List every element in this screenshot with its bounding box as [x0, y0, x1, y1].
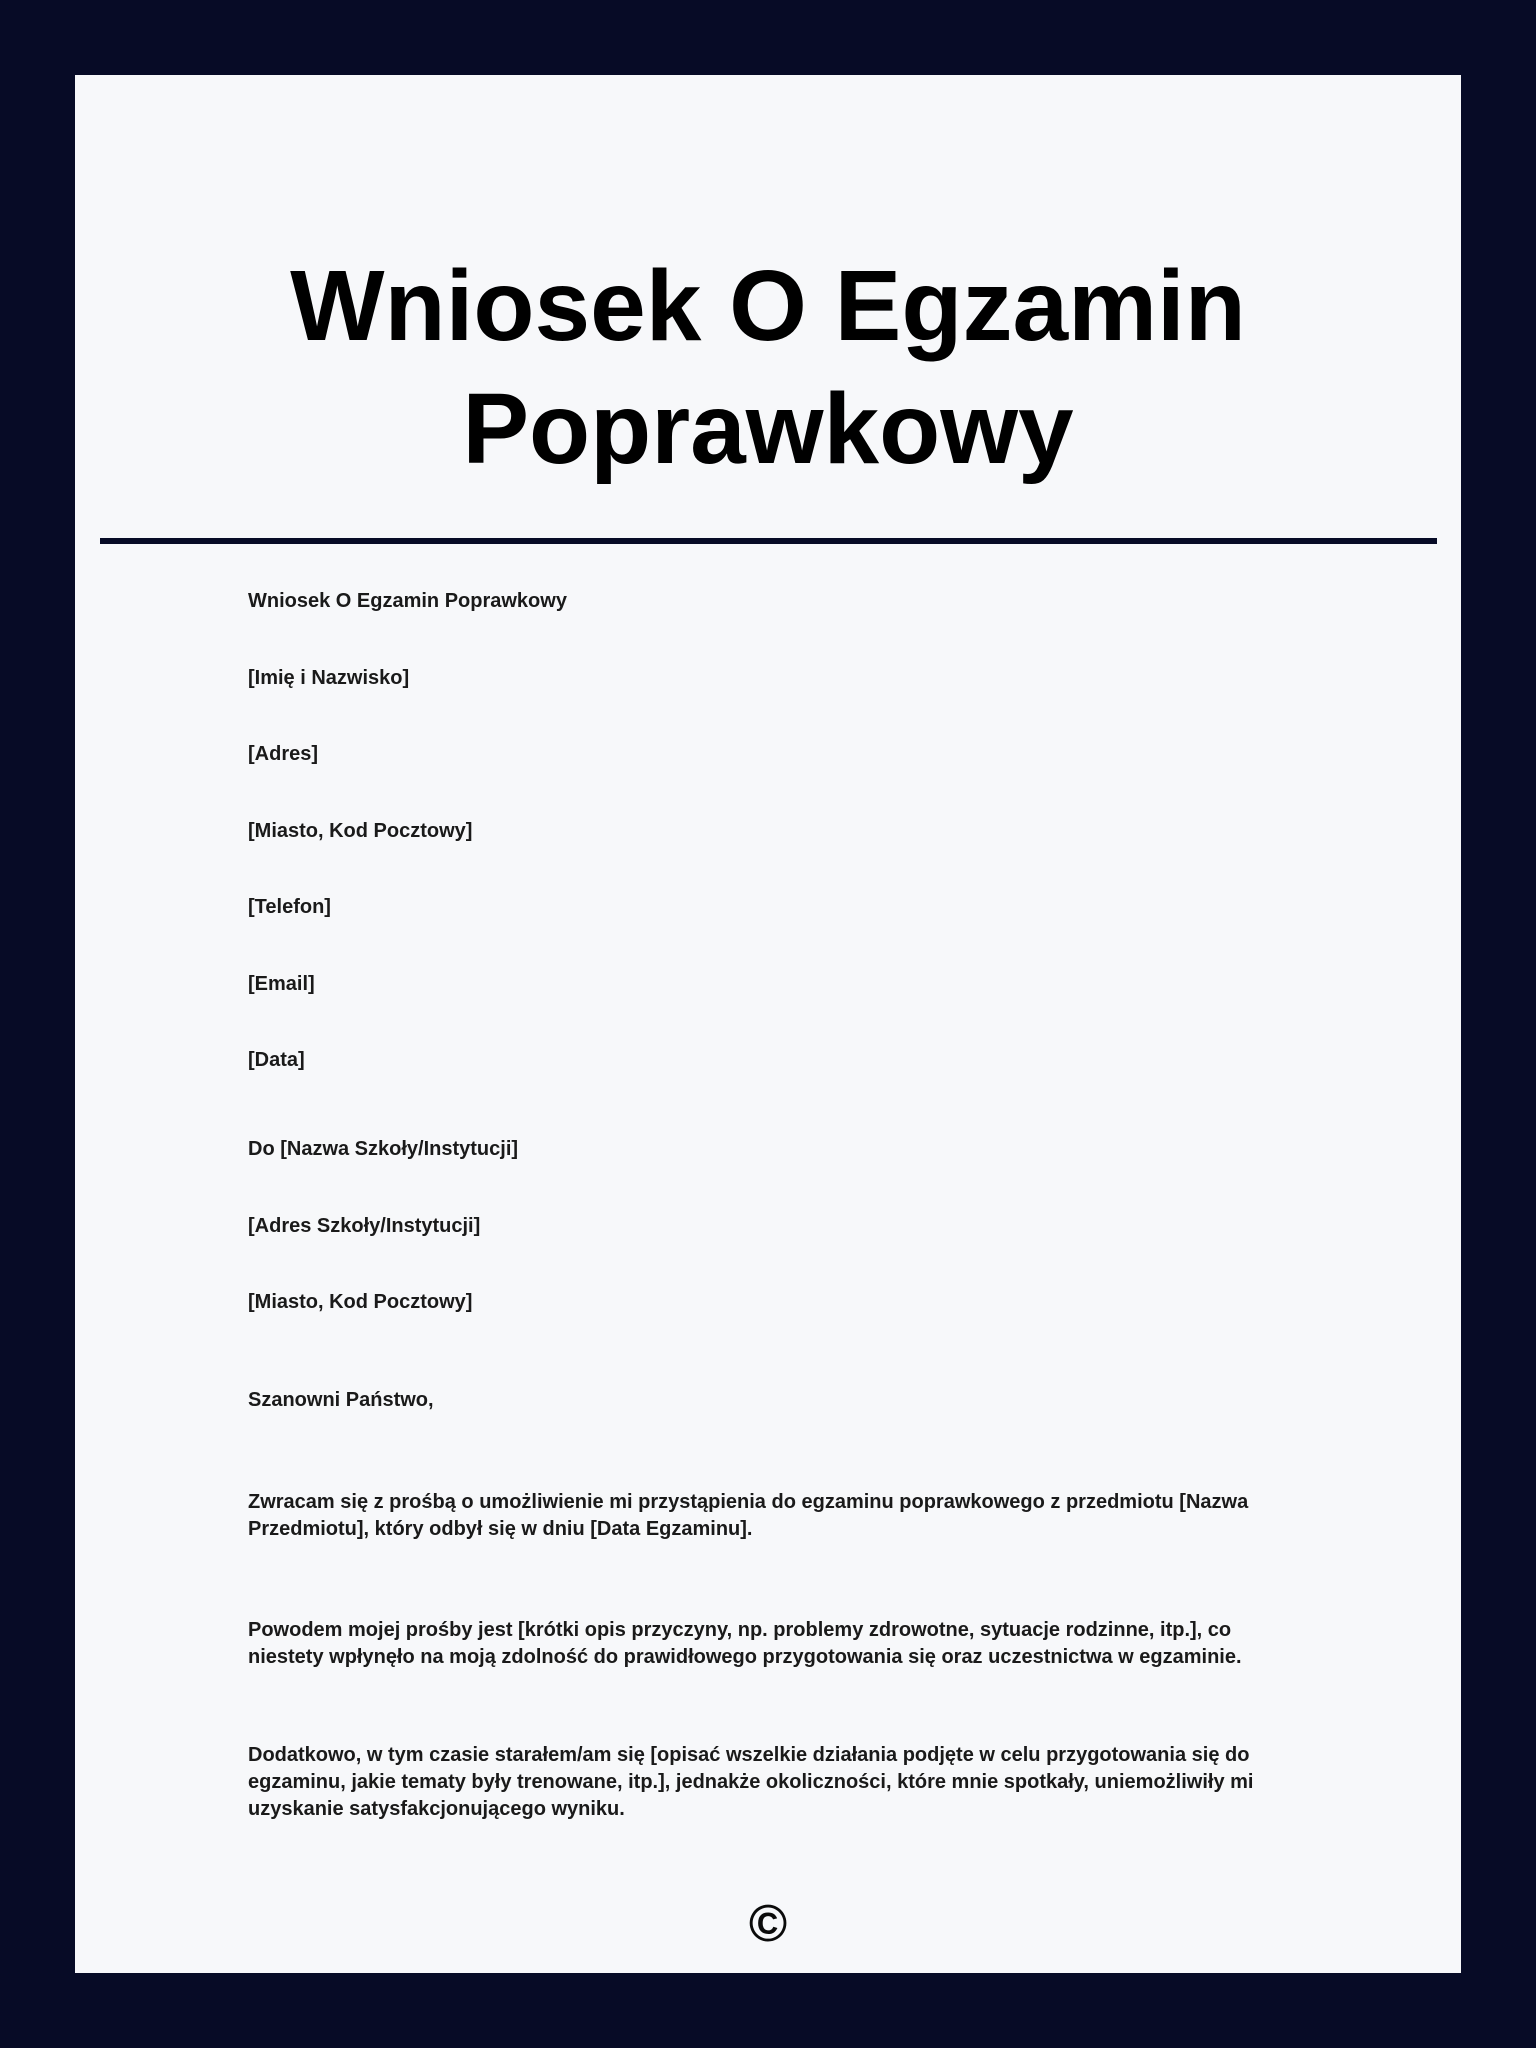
paragraph-efforts: Dodatkowo, w tym czasie starałem/am się [opisać wszelkie działania podjęte w celu przygotowania się do egzaminu, jakie tematy były trenowane, itp.], jednakże okoliczności, które mnie spotkały, uniemożliwiły mi uzyskanie satysfakcjonującego wyniku. — [248, 1744, 1254, 1820]
sender-name-field: [Imię i Nazwisko] — [248, 666, 410, 689]
sender-address-field: [Adres] — [248, 743, 319, 765]
recipient-city-field: [Miasto, Kod Pocztowy] — [248, 1291, 473, 1313]
sender-city-field: [Miasto, Kod Pocztowy] — [248, 819, 473, 842]
recipient-name-field: Do [Nazwa Szkoły/Instytucji] — [248, 1138, 519, 1160]
recipient-block — [248, 1136, 1288, 1316]
recipient-address-field: [Adres Szkoły/Instytucji] — [248, 1214, 481, 1237]
salutation: Szanowni Państwo, — [248, 1389, 434, 1411]
sender-block — [248, 588, 1288, 1074]
document-page — [75, 75, 1461, 1973]
page-title: Wniosek O Egzamin Poprawkowy — [290, 250, 1246, 485]
sender-email-field: [Email] — [248, 972, 315, 995]
title-divider — [100, 538, 1437, 544]
copyright-icon: © — [748, 1895, 788, 1953]
paragraph-request: Zwracam się z prośbą o umożliwienie mi przystąpienia do egzaminu poprawkowego z przedmiotu [Nazwa Przedmiotu], który odbył się w dniu [Data Egzaminu]. — [248, 1491, 1249, 1540]
date-field: [Data] — [248, 1049, 305, 1071]
paragraph-reason: Powodem mojej prośby jest [krótki opis przyczyny, np. problemy zdrowotne, sytuacje rodzinne, itp.], co niestety wpłynęło na moją zdolność do prawidłowego przygotowania się oraz uczestnictwa w egzaminie. — [248, 1619, 1242, 1668]
letter-heading: Wniosek O Egzamin Poprawkowy — [248, 590, 567, 612]
sender-phone-field: [Telefon] — [248, 896, 331, 918]
